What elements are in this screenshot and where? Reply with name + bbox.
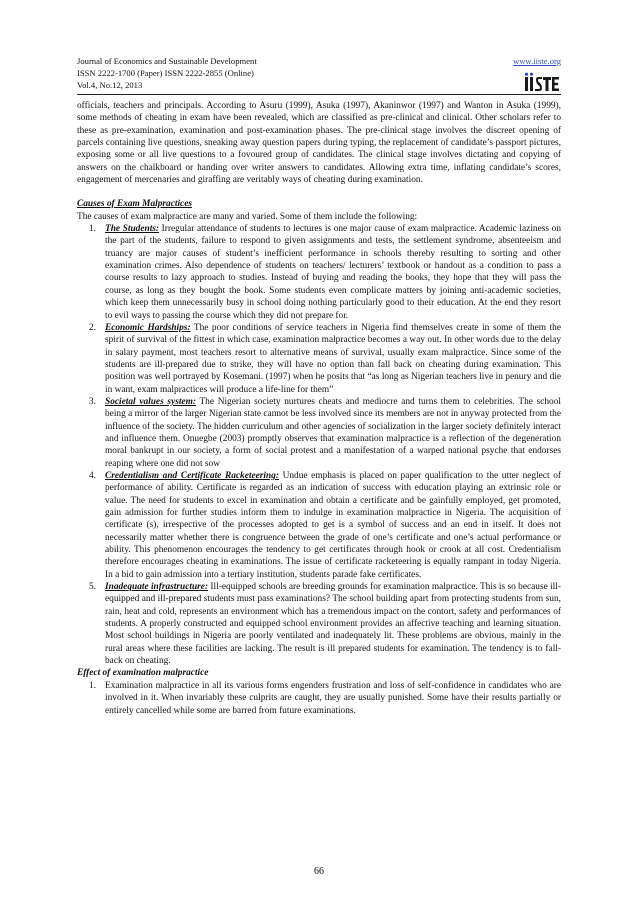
causes-heading: Causes of Exam Malpractices	[77, 199, 192, 210]
page-number: 66	[314, 866, 324, 877]
list-item: 1. Examination malpractice in all its various forms engenders frustration and loss of self-confidence in candidates who are involved in it. When invariably these culprits are caught, they are usually punished. Some have their results partially or entirely cancelled while some are barred from future examinations.	[89, 680, 561, 716]
iiste-logo	[521, 70, 561, 97]
cause-text: Irregular attendance of students to lectures is one major cause of exam malpractice. Academic laziness on the part of the students, failure to respond to given assignments and tests, the settlement syndrome, absenteeism and truancy are major causes of student’s inefficient performance in schools thereby resulting to sorting and other examination crimes. Also dependence of students on teachers/ lecturers’ textbook or handout as a condition to pass a course results to lazy approach to studies. Instead of buying and reading the books, they hope that they will pass the course, as long as they bought the book. Some students even complicate matters by joining anti-academic societies, which keep them unnecessarily busy in school doing nothing particularly good to their education. At the end they resort to evil ways to passing the course which they did not prepare for.	[105, 224, 561, 321]
list-item: 2. Economic Hardships: The poor conditions of service teachers in Nigeria find themselves create in some of them the spirit of survival of the fittest in which case, examination malpractice becomes a way out. In other words due to the delay in salary payment, most teachers resort to alternative means of survival, usually exam malpractice. Since some of the students are ill-prepared due to strike, they will have no option than fall back on cheating during examination. This position was well portrayed by Kosemani. (1997) when he posits that “as long as Nigerian teachers live in penury and die in want, exam malpractices will produce a life-line for them”	[89, 322, 561, 395]
cause-text: Ill-equipped schools are breeding grounds for examination malpractice. This is so because ill-equipped and ill-prepared students must pass examinations? The school building apart from protecting students from sun, rain, heat and cold, represents an environment which has a tremendous impact on the contort, safety and performances of students. A properly constructed and equipped school environment provides an affective teaching and learning situation. Most school buildings in Nigeria are poorly ventilated and inadequately lit. These problems are obvious, mainly in the rural areas where these facilities are lacking. The result is ill prepared students for examination. The tendency is to fall-back on cheating.	[105, 582, 561, 667]
cause-term: Inadequate infrastructure:	[105, 582, 209, 593]
cause-term: Societal values system:	[105, 396, 196, 407]
cause-term: The Students:	[105, 224, 160, 235]
list-item: 4. Credentialism and Certificate Racketeering: Undue emphasis is placed on paper qualification to the utter neglect of performance of ability. Certificate is regarded as an indication of success with education playing an extrinsic role or value. The need for students to excel in examination and obtain a certificate and be gainfully employed, get promoted, gain admission for further studies inform them to indulge in examination malpractice in Nigeria. The acquisition of certificate (s), irrespective of the processes adopted to get is a symbol of success and an end in itself. It does not necessarily matter whether there is congruence between the grade of one’s certificate and one’s actual performance or ability. This phenomenon encourages the tendency to get certificates through hook or crook at all cost. Credentialism therefore encourages cheating in examinations. The issue of certificate racketeering is equally rampant in today Nigeria. In a bid to gain admission into a tertiary institution, students parade fake certificates.	[89, 470, 561, 580]
journal-title: Journal of Economics and Sustainable Development	[77, 56, 257, 66]
intro-paragraph: officials, teachers and principals. According to Asuru (1999), Asuka (1997), Akaninwor (1997) and Wanton in Asuka (1999), some methods of cheating in exam have been revealed, which are classified as pre-clinical and clinical. Other scholars refer to these as pre-examination, examination and post-examination phases. The pre-clinical stage involves the discreet opening of parcels containing live questions, sneaking away question papers during typing, the replacement of candidate’s passport pictures, exposing some or all live questions to a fovoured group of candidates. The clinical stage involves dictating and copying of answers on the chalkboard or handing over writer answers to candidates. Allowing extra time, inflating candidate’s scores, engagement of mercenaries and giraffing are veritably ways of cheating during examination.	[77, 101, 561, 186]
effects-list	[77, 680, 561, 717]
journal-issn: ISSN 2222-1700 (Paper) ISSN 2222-2855 (Online)	[77, 68, 254, 78]
effect-text: Examination malpractice in all its various forms engenders frustration and loss of self-confidence in candidates who are involved in it. When invariably these culprits are caught, they are usually punished. Some have their results partially or entirely cancelled while some are barred from future examinations.	[105, 680, 561, 716]
cause-text: Undue emphasis is placed on paper qualification to the utter neglect of performance of ability. Certificate is regarded as an indication of success with education playing an extrinsic role or value. The need for students to excel in examination and obtain a certificate and be gainfully employed, get promoted, gain admission for further studies inform them to indulge in examination malpractice in Nigeria. The acquisition of certificate (s), irrespective of the processes adopted to get is a symbol of success and an end in itself. It does not necessarily matter whether there is congruence between the grade of one’s certificate and one’s actual performance or ability. This phenomenon encourages the tendency to get certificates through hook or crook at all cost. Credentialism therefore encourages cheating in examinations. The issue of certificate racketeering is equally rampant in today Nigeria. In a bid to gain admission into a tertiary institution, students parade fake certificates.	[105, 470, 561, 580]
cause-term: Credentialism and Certificate Racketeering:	[105, 470, 279, 481]
cause-text: The poor conditions of service teachers in Nigeria find themselves create in some of them the spirit of survival of the fittest in which case, examination malpractice becomes a way out. In other words due to the delay in salary payment, most teachers resort to alternative means of survival, usually exam malpractice. Since some of the students are ill-prepared due to strike, they will have no option than fall back on cheating during examination. This position was well portrayed by Kosemani. (1997) when he posits that “as long as Nigerian teachers live in penury and die in want, exam malpractices will produce a life-line for them”	[105, 322, 561, 395]
list-item: 1. The Students: Irregular attendance of students to lectures is one major cause of exam malpractice. Academic laziness on the part of the students, failure to respond to given assignments and tests, the settlement syndrome, absenteeism and truancy are major causes of student’s inefficient performance in schools thereby resulting to sorting and other examination crimes. Also dependence of students on teachers/ lecturers’ textbook or handout as a condition to pass a course results to lazy approach to studies. Instead of buying and reading the books, they hope that they will pass the course, as long as they bought the book. Some students even complicate matters by joining anti-academic societies, which keep them unnecessarily busy in school doing nothing particularly good to their education. At the end they resort to evil ways to passing the course which they did not prepare for.	[89, 224, 561, 321]
causes-list	[77, 223, 561, 667]
cause-text: The Nigerian society nurtures cheats and mediocre and turns them to celebrities. The school being a mirror of the larger Nigerian state cannot be less involved since its members are not in anyway protected from the influence of the society. The hidden curriculum and other agencies of socialization in the larger society definitely interact and influence them. Onuegbe (2003) promptly observes that examination malpractice is a reflection of the degeneration moral bankrupt in our society, a form of social protest and a manifestation of a warped national psyche that endorses reaping where one did not sow	[105, 396, 561, 469]
page-header	[77, 55, 561, 91]
article-body	[77, 100, 561, 717]
header-divider	[77, 94, 561, 95]
effects-heading: Effect of examination malpractice	[77, 668, 209, 679]
cause-term: Economic Hardships:	[105, 322, 191, 333]
causes-lead: The causes of exam malpractice are many and varied. Some of them include the following:	[77, 211, 418, 222]
list-item: 3. Societal values system: The Nigerian society nurtures cheats and mediocre and turns them to celebrities. The school being a mirror of the larger Nigerian state cannot be less involved since its members are not in anyway protected from the influence of the society. The hidden curriculum and other agencies of socialization in the larger society definitely interact and influence them. Onuegbe (2003) promptly observes that examination malpractice is a reflection of the degeneration moral bankrupt in our society, a form of social protest and a manifestation of a warped national psyche that endorses reaping where one did not sow	[89, 396, 561, 469]
journal-volume: Vol.4, No.12, 2013	[77, 80, 143, 90]
list-item: 5. Inadequate infrastructure: Ill-equipped schools are breeding grounds for examination malpractice. This is so because ill-equipped and ill-prepared students must pass examinations? The school building apart from protecting students from sun, rain, heat and cold, represents an environment which has a tremendous impact on the contort, safety and performances of students. A properly constructed and equipped school environment provides an affective teaching and learning situation. Most school buildings in Nigeria are poorly ventilated and inadequately lit. These problems are obvious, mainly in the rural areas where these facilities are lacking. The result is ill prepared students for examination. The tendency is to fall-back on cheating.	[89, 582, 561, 667]
journal-url-link[interactable]: www.iiste.org	[513, 56, 561, 66]
